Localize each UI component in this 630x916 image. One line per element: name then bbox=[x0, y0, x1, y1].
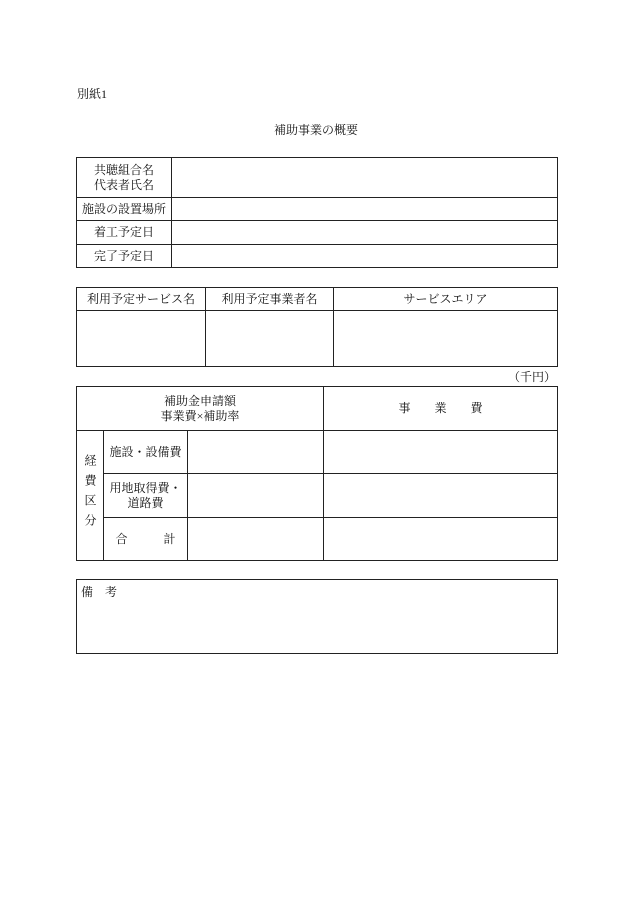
overview-row-location bbox=[77, 198, 558, 221]
representative-name-label: 代表者氏名 bbox=[93, 177, 154, 192]
facility-equipment-subsidy-value bbox=[188, 431, 324, 474]
overview-row-association bbox=[77, 158, 558, 198]
overview-row-completion-date bbox=[77, 245, 558, 268]
remarks-label: 備 考 bbox=[81, 585, 118, 599]
total-label bbox=[104, 518, 188, 561]
association-representative-value bbox=[172, 158, 558, 198]
planned-completion-date-label: 完了予定日 bbox=[77, 245, 172, 268]
service-header-row bbox=[77, 288, 558, 311]
planned-provider-name-value bbox=[206, 311, 334, 367]
planned-start-date-label: 着工予定日 bbox=[77, 221, 172, 245]
expense-category-label: 経費区分 bbox=[83, 453, 97, 534]
service-body-row bbox=[77, 311, 558, 367]
total-project-cost-value bbox=[324, 518, 558, 561]
facility-equipment-cost-label-line: 施設・設備費 bbox=[109, 444, 182, 459]
facility-location-value bbox=[172, 198, 558, 221]
land-acquisition-cost-label-line: 用地取得費・ bbox=[109, 480, 182, 495]
planned-provider-name-header: 利用予定事業者名 bbox=[206, 288, 334, 311]
planned-service-table bbox=[76, 287, 558, 367]
subsidy-amount-header-line: 補助金申請額 bbox=[163, 393, 236, 408]
cost-table bbox=[76, 386, 558, 561]
planned-completion-date-value bbox=[172, 245, 558, 268]
cost-row-land-road bbox=[77, 474, 558, 518]
overview-row-start-date bbox=[77, 221, 558, 245]
cost-header-row bbox=[77, 387, 558, 431]
unit-note: （千円） bbox=[507, 370, 556, 384]
service-area-header: サービスエリア bbox=[334, 288, 558, 311]
cost-row-total bbox=[77, 518, 558, 561]
subsidy-amount-header bbox=[77, 387, 324, 431]
land-road-subsidy-value bbox=[188, 474, 324, 518]
facility-equipment-project-cost-value bbox=[324, 431, 558, 474]
expense-category-cell bbox=[77, 431, 104, 561]
document-title: 補助事業の概要 bbox=[273, 123, 358, 137]
cost-row-facility bbox=[77, 431, 558, 474]
project-overview-table bbox=[76, 157, 558, 268]
planned-service-name-header: 利用予定サービス名 bbox=[77, 288, 206, 311]
remarks-box bbox=[76, 579, 558, 654]
association-name-label: 共聴組合名 bbox=[93, 162, 154, 177]
subsidy-formula-header-line: 事業費×補助率 bbox=[160, 408, 240, 423]
planned-service-name-value bbox=[77, 311, 206, 367]
planned-start-date-value bbox=[172, 221, 558, 245]
road-cost-label-line: 道路費 bbox=[127, 495, 164, 510]
project-cost-header: 事 業 費 bbox=[324, 387, 558, 431]
total-subsidy-value bbox=[188, 518, 324, 561]
attachment-label: 別紙1 bbox=[77, 87, 108, 101]
facility-location-label: 施設の設置場所 bbox=[77, 198, 172, 221]
land-road-cost-label bbox=[104, 474, 188, 518]
facility-equipment-cost-label bbox=[104, 431, 188, 474]
service-area-value bbox=[334, 311, 558, 367]
total-label-line: 合 計 bbox=[115, 531, 176, 546]
land-road-project-cost-value bbox=[324, 474, 558, 518]
association-representative-label bbox=[77, 158, 172, 198]
